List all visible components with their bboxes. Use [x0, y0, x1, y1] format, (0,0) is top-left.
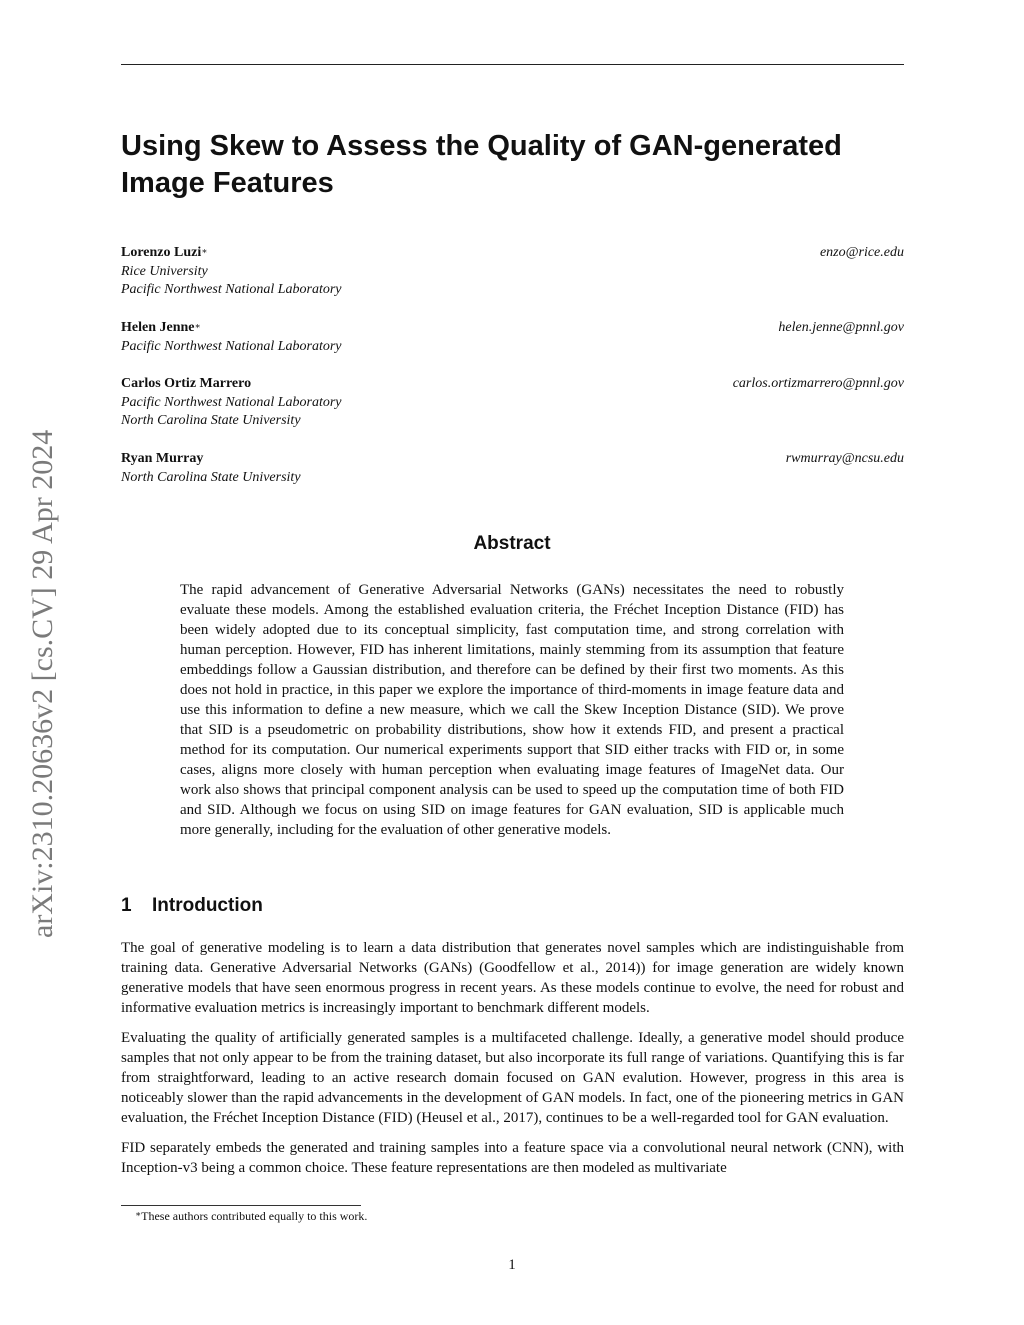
- author-affiliation: Pacific Northwest National Laboratory: [121, 394, 342, 410]
- author-block: [121, 450, 904, 487]
- section-title: Introduction: [152, 895, 263, 916]
- author-affiliation: Pacific Northwest National Laboratory: [121, 282, 342, 297]
- footnote-mark: ∗: [135, 1209, 142, 1219]
- author-affiliation: North Carolina State University: [121, 469, 301, 485]
- page-number: 1: [508, 1257, 516, 1273]
- paragraph: The goal of generative modeling is to learn a data distribution that generates novel samples which are indistinguishable from training data. Generative Adversarial Networks (GANs) (Goodfellow et al., 2014)) for image generation are widely known generative models that have seen enormous progress in recent years. As these models continue to evolve, the need for robust and informative evaluation metrics is increasingly important to benchmark different models.: [121, 940, 904, 1016]
- top-rule: [121, 64, 904, 65]
- author-affiliation: Pacific Northwest National Laboratory: [121, 338, 342, 354]
- author-affiliation: North Carolina State University: [121, 413, 301, 428]
- author-email[interactable]: rwmurray@ncsu.edu: [785, 451, 904, 466]
- paragraph: Evaluating the quality of artificially generated samples is a multifaceted challenge. Ideally, a generative model should produce samples that not only appear to be from the training dataset, but also incorporate its full range of variations. Quantifying this is far from straightforward, leading to an active research domain focused on GAN evalution. However, progress in this area is noticeably slower than the rapid advancements in the development of GAN models. In fact, one of the pioneering metrics in GAN evaluation, the Fréchet Inception Distance (FID) (Heusel et al., 2017), continues to be a well-regarded tool for GAN evaluation.: [121, 1030, 904, 1126]
- introduction-body: [121, 938, 904, 1188]
- section-heading: [121, 895, 263, 917]
- author-name: Lorenzo Luzi: [121, 245, 202, 260]
- author-email[interactable]: carlos.ortizmarrero@pnnl.gov: [732, 376, 904, 391]
- author-name: Ryan Murray: [121, 451, 204, 466]
- arxiv-sidebar-stamp: arXiv:2310.20636v2 [cs.CV] 29 Apr 2024: [26, 429, 59, 938]
- equal-contribution-mark: ∗: [194, 321, 201, 331]
- author-block: [121, 319, 904, 356]
- author-affiliation: Rice University: [121, 263, 208, 279]
- author-name: Helen Jenne: [121, 320, 195, 335]
- footnote-text: These authors contributed equally to this work.: [141, 1209, 368, 1223]
- author-name: Carlos Ortiz Marrero: [121, 376, 252, 391]
- abstract-heading: Abstract: [473, 533, 551, 554]
- author-block: [121, 375, 904, 431]
- equal-contribution-mark: ∗: [201, 246, 208, 256]
- abstract-text: The rapid advancement of Generative Adversarial Networks (GANs) necessitates the need to robustly evaluate these models. Among the established evaluation criteria, the Fréchet Inception Distance (FID) has been widely adopted due to its conceptual simplicity, fast computation time, and strong correlation with human perception. However, FID has inherent limitations, mainly stemming from its assumption that feature embeddings follow a Gaussian distribution, and therefore can be defined by their first two moments. As this does not hold in practice, in this paper we explore the importance of third-moments in image feature data and use this information to define a new measure, which we call the Skew Inception Distance (SID). We prove that SID is a pseudometric on probability distributions, show how it extends FID, and present a practical method for its computation. Our numerical experiments support that SID either tracks with FID or, in some cases, aligns more closely with human perception when evaluating image features of ImageNet data. Our work also shows that principal component analysis can be used to speed up the computation time of both FID and SID. Although we focus on using SID on image features for GAN evaluation, SID is applicable much more generally, including for the evaluation of other generative models.: [180, 582, 844, 838]
- paper-title: Using Skew to Assess the Quality of GAN-generated Image Features: [121, 130, 842, 199]
- author-email[interactable]: helen.jenne@pnnl.gov: [778, 320, 904, 335]
- paragraph: FID separately embeds the generated and training samples into a feature space via a convolutional neural network (CNN), with Inception-v3 being a common choice. These feature representations are then modeled as multivariate: [121, 1140, 904, 1176]
- section-number: 1: [121, 895, 132, 916]
- footnote: [135, 1209, 367, 1224]
- author-email[interactable]: enzo@rice.edu: [819, 245, 904, 260]
- author-block: [121, 244, 904, 300]
- footnote-rule: [121, 1205, 361, 1206]
